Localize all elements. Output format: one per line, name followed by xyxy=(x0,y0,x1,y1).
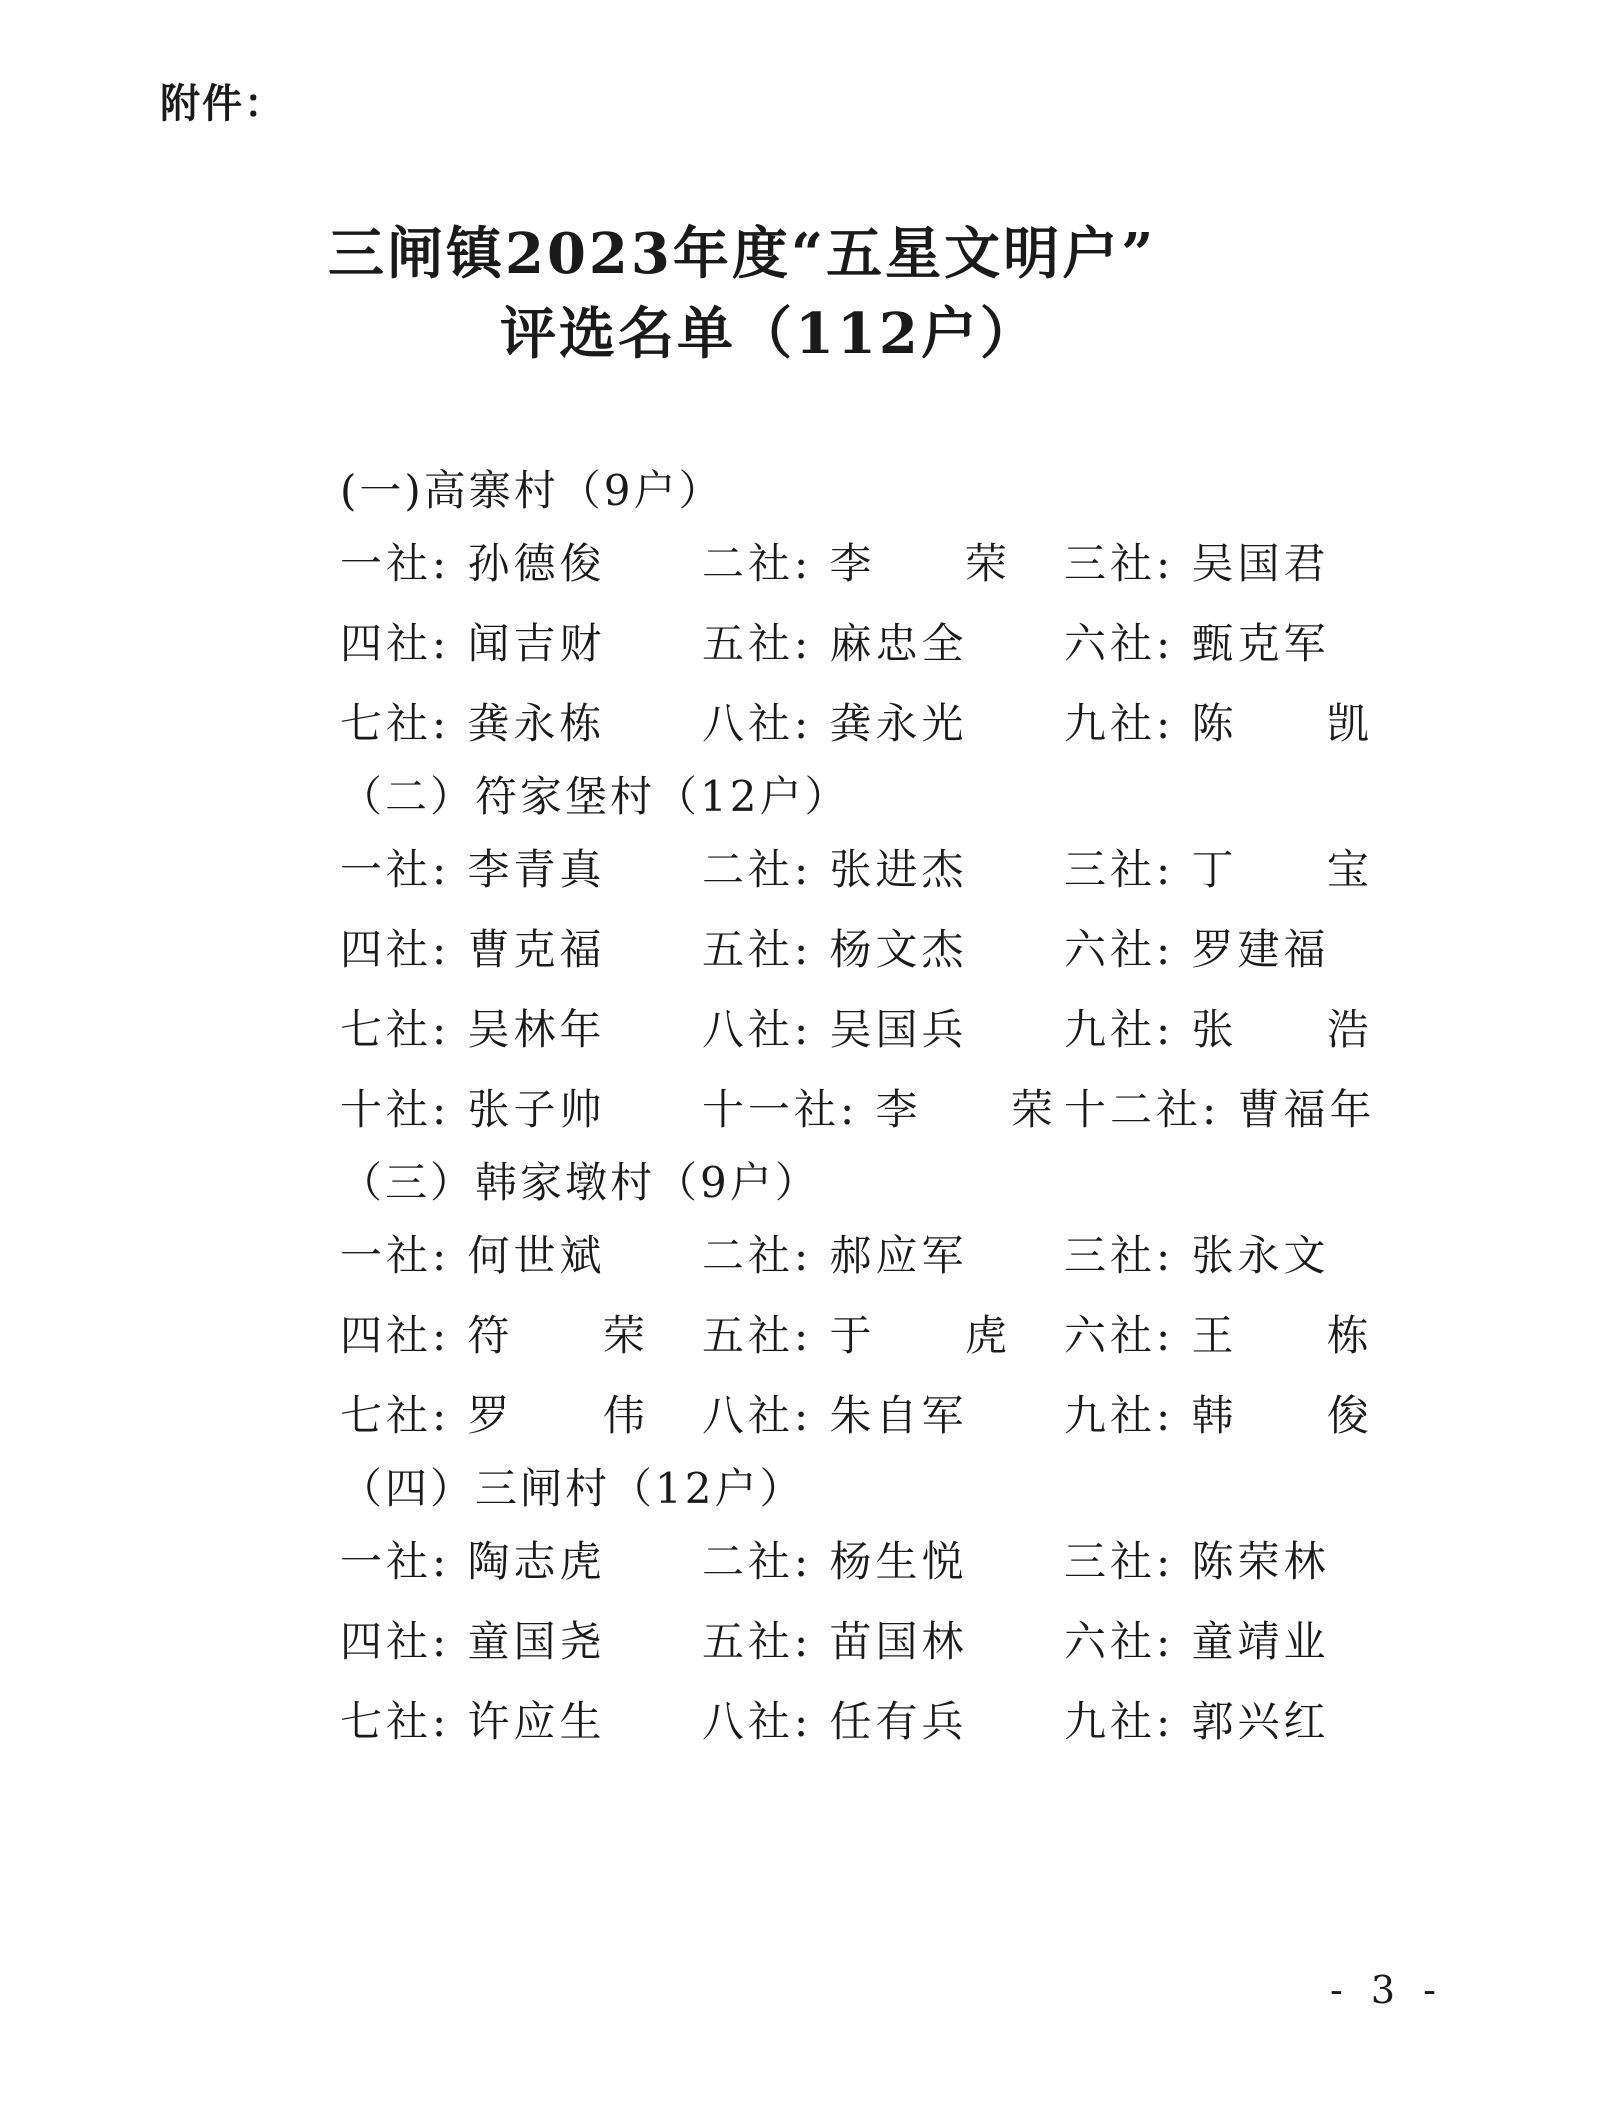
householder-name: 曹克福 xyxy=(467,925,606,974)
label-gap xyxy=(450,1005,467,1054)
label-gap xyxy=(450,539,467,588)
community-label: 二社: xyxy=(702,539,813,588)
community-label: 一社: xyxy=(340,1537,451,1586)
community-label: 六社: xyxy=(1064,619,1175,668)
label-gap xyxy=(1174,1311,1191,1360)
community-label: 十二社: xyxy=(1064,1085,1221,1134)
label-gap xyxy=(812,539,829,588)
householder-name: 陈荣林 xyxy=(1191,1537,1330,1586)
label-gap xyxy=(812,1231,829,1280)
householder-name: 何世斌 xyxy=(467,1231,606,1280)
attachment-label: 附件： xyxy=(160,81,286,127)
household-row xyxy=(340,1296,1409,1376)
household-row xyxy=(340,1216,1400,1296)
household-entry xyxy=(340,1296,685,1376)
household-entry xyxy=(1064,1522,1330,1602)
label-gap xyxy=(1174,1005,1191,1054)
household-entry xyxy=(1064,1296,1409,1376)
household-entry xyxy=(340,910,606,990)
community-label: 三社: xyxy=(1064,1231,1175,1280)
householder-name: 苗国林 xyxy=(829,1617,968,1666)
label-gap xyxy=(1174,539,1191,588)
householder-name: 龚永栋 xyxy=(467,699,606,748)
label-gap xyxy=(450,1697,467,1746)
label-gap xyxy=(1174,619,1191,668)
household-entry xyxy=(340,1070,606,1150)
household-list xyxy=(340,458,1409,1762)
household-entry xyxy=(340,990,606,1070)
householder-name: 郭兴红 xyxy=(1191,1697,1330,1746)
householder-name: 龚永光 xyxy=(829,699,968,748)
community-label: 二社: xyxy=(702,1231,813,1280)
label-gap xyxy=(450,1231,467,1280)
community-label: 八社: xyxy=(702,1391,813,1440)
householder-name: 陶志虎 xyxy=(467,1537,606,1586)
household-entry xyxy=(702,1296,1047,1376)
householder-name: 吴国君 xyxy=(1191,539,1330,588)
household-entry xyxy=(1064,830,1409,910)
village-heading: （四）三闸村（12户） xyxy=(340,1464,805,1513)
label-gap xyxy=(812,619,829,668)
household-entry xyxy=(340,1602,606,1682)
label-gap xyxy=(812,1005,829,1054)
community-label: 八社: xyxy=(702,1005,813,1054)
household-entry xyxy=(340,1376,685,1456)
village-heading: (一)高寨村（9户） xyxy=(340,466,724,515)
label-gap xyxy=(1220,1085,1237,1134)
householder-name: 杨生悦 xyxy=(829,1537,968,1586)
household-entry xyxy=(1064,1070,1376,1150)
household-row xyxy=(340,1602,1400,1682)
householder-name: 张永文 xyxy=(1191,1231,1330,1280)
household-entry xyxy=(702,1602,968,1682)
community-label: 十一社: xyxy=(702,1085,859,1134)
community-label: 一社: xyxy=(340,845,451,894)
community-label: 九社: xyxy=(1064,1391,1175,1440)
household-entry xyxy=(340,830,606,910)
household-row xyxy=(340,604,1400,684)
label-gap xyxy=(1174,845,1191,894)
household-entry xyxy=(702,524,1047,604)
community-label: 七社: xyxy=(340,1391,451,1440)
householder-name: 罗建福 xyxy=(1191,925,1330,974)
village-heading: （三）韩家墩村（9户） xyxy=(340,1158,820,1207)
household-entry xyxy=(702,830,968,910)
community-label: 四社: xyxy=(340,619,451,668)
householder-name: 闻吉财 xyxy=(467,619,606,668)
household-row xyxy=(340,1522,1400,1602)
householder-name: 任有兵 xyxy=(829,1697,968,1746)
household-entry xyxy=(340,684,606,764)
label-gap xyxy=(812,1537,829,1586)
label-gap xyxy=(812,1697,829,1746)
householder-name: 许应生 xyxy=(467,1697,606,1746)
community-label: 八社: xyxy=(702,1697,813,1746)
household-entry xyxy=(1064,684,1409,764)
community-label: 六社: xyxy=(1064,925,1175,974)
label-gap xyxy=(1174,925,1191,974)
householder-name: 孙德俊 xyxy=(467,539,606,588)
household-entry xyxy=(340,1522,606,1602)
label-gap xyxy=(812,1311,829,1360)
label-gap xyxy=(1174,1231,1191,1280)
label-gap xyxy=(450,619,467,668)
label-gap xyxy=(1174,1617,1191,1666)
community-label: 三社: xyxy=(1064,1537,1175,1586)
householder-name: 李 荣 xyxy=(875,1085,1093,1134)
household-entry xyxy=(1064,1376,1409,1456)
householder-name: 童国尧 xyxy=(467,1617,606,1666)
community-label: 七社: xyxy=(340,1697,451,1746)
label-gap xyxy=(1174,699,1191,748)
village-heading: （二）符家堡村（12户） xyxy=(340,772,850,821)
householder-name: 李青真 xyxy=(467,845,606,894)
label-gap xyxy=(450,925,467,974)
household-entry xyxy=(702,604,968,684)
label-gap xyxy=(812,925,829,974)
household-entry xyxy=(702,910,968,990)
household-entry xyxy=(702,1522,968,1602)
householder-name: 杨文杰 xyxy=(829,925,968,974)
community-label: 九社: xyxy=(1064,699,1175,748)
community-label: 九社: xyxy=(1064,1005,1175,1054)
label-gap xyxy=(812,845,829,894)
household-entry xyxy=(702,1682,968,1762)
label-gap xyxy=(450,1311,467,1360)
community-label: 九社: xyxy=(1064,1697,1175,1746)
community-label: 十社: xyxy=(340,1085,451,1134)
community-label: 一社: xyxy=(340,1231,451,1280)
community-label: 六社: xyxy=(1064,1311,1175,1360)
household-row xyxy=(340,910,1400,990)
householder-name: 吴国兵 xyxy=(829,1005,968,1054)
label-gap xyxy=(450,845,467,894)
household-entry xyxy=(1064,524,1330,604)
household-entry xyxy=(340,1682,606,1762)
label-gap xyxy=(858,1085,875,1134)
householder-name: 郝应军 xyxy=(829,1231,968,1280)
household-row xyxy=(340,1376,1409,1456)
household-entry xyxy=(1064,910,1330,990)
household-entry xyxy=(340,1216,606,1296)
householder-name: 曹福年 xyxy=(1237,1085,1376,1134)
householder-name: 罗 伟 xyxy=(467,1391,685,1440)
community-label: 七社: xyxy=(340,699,451,748)
householder-name: 韩 俊 xyxy=(1191,1391,1409,1440)
household-entry xyxy=(340,604,606,684)
label-gap xyxy=(1174,1391,1191,1440)
household-entry xyxy=(1064,604,1330,684)
household-entry xyxy=(1064,1682,1330,1762)
household-row xyxy=(340,830,1409,910)
household-row xyxy=(340,684,1409,764)
householder-name: 张进杰 xyxy=(829,845,968,894)
document-title-line-2: 评选名单（112户） xyxy=(500,301,1039,367)
householder-name: 吴林年 xyxy=(467,1005,606,1054)
household-entry xyxy=(702,684,968,764)
household-entry xyxy=(702,1070,1093,1150)
label-gap xyxy=(450,1537,467,1586)
label-gap xyxy=(812,1617,829,1666)
householder-name: 于 虎 xyxy=(829,1311,1047,1360)
community-label: 五社: xyxy=(702,619,813,668)
household-entry xyxy=(702,1216,968,1296)
label-gap xyxy=(450,1617,467,1666)
community-label: 三社: xyxy=(1064,845,1175,894)
community-label: 一社: xyxy=(340,539,451,588)
householder-name: 丁 宝 xyxy=(1191,845,1409,894)
community-label: 二社: xyxy=(702,1537,813,1586)
householder-name: 朱自军 xyxy=(829,1391,968,1440)
community-label: 四社: xyxy=(340,1311,451,1360)
household-entry xyxy=(1064,1602,1330,1682)
household-row xyxy=(340,990,1409,1070)
household-entry xyxy=(702,990,968,1070)
householder-name: 张子帅 xyxy=(467,1085,606,1134)
community-label: 三社: xyxy=(1064,539,1175,588)
community-label: 七社: xyxy=(340,1005,451,1054)
community-label: 二社: xyxy=(702,845,813,894)
page-number: - 3 - xyxy=(1330,1968,1445,2012)
community-label: 四社: xyxy=(340,925,451,974)
householder-name: 张 浩 xyxy=(1191,1005,1409,1054)
community-label: 五社: xyxy=(702,925,813,974)
householder-name: 符 荣 xyxy=(467,1311,685,1360)
community-label: 五社: xyxy=(702,1617,813,1666)
household-row xyxy=(340,1682,1400,1762)
household-entry xyxy=(702,1376,968,1456)
label-gap xyxy=(450,699,467,748)
label-gap xyxy=(450,1391,467,1440)
householder-name: 李 荣 xyxy=(829,539,1047,588)
label-gap xyxy=(1174,1537,1191,1586)
householder-name: 麻忠全 xyxy=(829,619,968,668)
label-gap xyxy=(1174,1697,1191,1746)
label-gap xyxy=(812,1391,829,1440)
label-gap xyxy=(812,699,829,748)
community-label: 五社: xyxy=(702,1311,813,1360)
householder-name: 甄克军 xyxy=(1191,619,1330,668)
household-entry xyxy=(1064,990,1409,1070)
householder-name: 童靖业 xyxy=(1191,1617,1330,1666)
community-label: 六社: xyxy=(1064,1617,1175,1666)
household-entry xyxy=(1064,1216,1330,1296)
household-row xyxy=(340,1070,1400,1150)
community-label: 四社: xyxy=(340,1617,451,1666)
label-gap xyxy=(450,1085,467,1134)
community-label: 八社: xyxy=(702,699,813,748)
householder-name: 陈 凯 xyxy=(1191,699,1409,748)
document-title-line-1: 三闸镇2023年度“五星文明户” xyxy=(328,221,1157,287)
householder-name: 王 栋 xyxy=(1191,1311,1409,1360)
household-entry xyxy=(340,524,606,604)
household-row xyxy=(340,524,1400,604)
